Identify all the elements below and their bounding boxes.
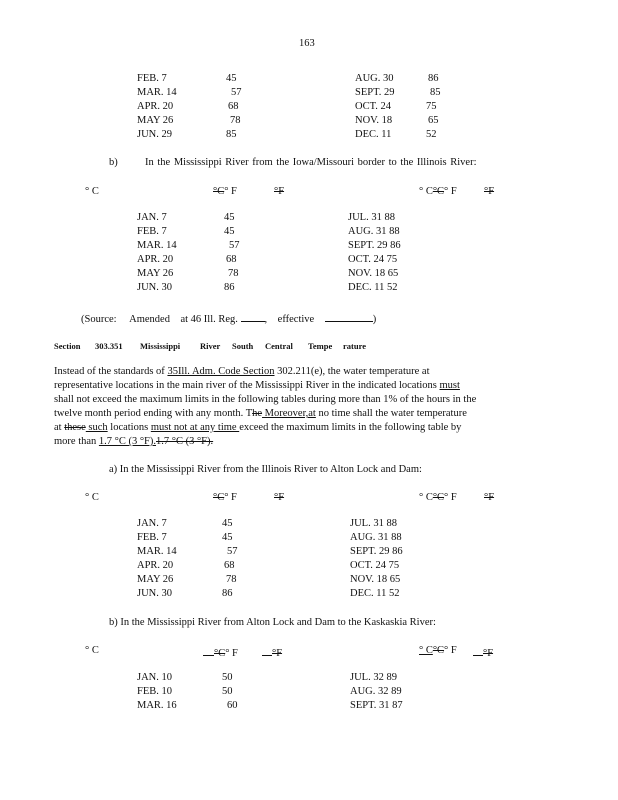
table-cell: 65	[428, 115, 439, 126]
unit-label: °F	[262, 645, 282, 660]
table-row: FEB. 7	[137, 73, 167, 84]
paragraph-line: at these such locations must not at any time exceed the maximum limits in the following table by	[54, 422, 462, 433]
paragraph-line: representative locations in the main river of the Mississippi River in the indicated locations must	[54, 380, 460, 391]
table-row: NOV. 18 65	[350, 574, 401, 585]
table-cell: JAN. 10	[137, 672, 173, 683]
table-cell: 85	[226, 129, 237, 140]
table-cell: 68	[228, 101, 239, 112]
table-cell: 68	[224, 560, 235, 571]
table-cell: 86	[428, 73, 439, 84]
section-a-heading: a) In the Mississippi River from the Illinois River to Alton Lock and Dam:	[109, 464, 422, 475]
table-cell: JUN. 30	[137, 588, 173, 599]
table-row: JUL. 31 88	[350, 518, 397, 529]
table-cell: 45	[226, 73, 237, 84]
table-cell: DEC. 11	[355, 129, 392, 140]
table-cell: 45	[222, 532, 233, 543]
heading-word: rature	[343, 341, 366, 351]
unit-label: °F	[484, 186, 495, 197]
table-row: SEPT. 29 86	[348, 240, 401, 251]
table-row: AUG. 31 88	[350, 532, 402, 543]
table-cell: 86	[224, 282, 235, 293]
unit-label: ° C°C° F	[419, 186, 457, 197]
paragraph-line: shall not exceed the maximum limits in the following tables during more than 1% of the hours in the	[54, 394, 477, 405]
table-cell: 86	[222, 588, 233, 599]
table-cell: MAR. 14	[137, 240, 177, 251]
table-cell: 45	[224, 212, 235, 223]
heading-word: 303.351	[95, 341, 123, 351]
table-row: NOV. 18 65	[348, 268, 399, 279]
table-row: SEPT. 29 86	[350, 546, 403, 557]
unit-label: °F	[484, 492, 495, 503]
unit-label: °F	[274, 492, 285, 503]
table-row: MAY 26	[137, 115, 174, 126]
section-b-label: b)	[109, 157, 118, 168]
table-cell: 50	[222, 686, 233, 697]
table-row: SEPT. 31 87	[350, 700, 403, 711]
table-cell: 45	[224, 226, 235, 237]
table-cell: FEB. 7	[137, 226, 167, 237]
table-row: JUN. 29	[137, 129, 173, 140]
table-cell: MAR. 14	[137, 546, 177, 557]
table-cell: 78	[230, 115, 241, 126]
table-cell: FEB. 7	[137, 532, 167, 543]
table-row: JUL. 31 88	[348, 212, 395, 223]
table-cell: 78	[228, 268, 239, 279]
section-b2-heading: b) In the Mississippi River from Alton Lock and Dam to the Kaskaskia River:	[109, 617, 436, 628]
heading-word: Section	[54, 341, 81, 351]
unit-label: ° C°C° F	[419, 492, 457, 503]
table-cell: MAY 26	[137, 268, 174, 279]
heading-word: Mississippi	[140, 341, 181, 351]
table-cell: SEPT. 29	[355, 87, 395, 98]
table-row: JUL. 32 89	[350, 672, 397, 683]
table-cell: JAN. 7	[137, 518, 167, 529]
table-cell: 78	[226, 574, 237, 585]
table-cell: 50	[222, 672, 233, 683]
unit-label: °F	[274, 186, 285, 197]
table-row: DEC. 11 52	[350, 588, 400, 599]
blank-line	[241, 311, 265, 322]
heading-word: South	[232, 341, 254, 351]
unit-label: °C° F	[213, 492, 237, 503]
table-cell: 68	[226, 254, 237, 265]
table-cell: NOV. 18	[355, 115, 393, 126]
table-row: MAR. 14	[137, 87, 177, 98]
unit-label: °C° F	[203, 645, 238, 660]
unit-label: ° C	[85, 645, 99, 656]
table-row: DEC. 11 52	[348, 282, 398, 293]
table-row: OCT. 24 75	[350, 560, 400, 571]
unit-label: °F	[473, 645, 493, 660]
paragraph-line: more than 1.7 °C (3 °F).1.7 °C (3 °F).	[54, 436, 214, 447]
blank-line	[325, 311, 373, 322]
section-b-text: In the Mississippi River from the Iowa/Missouri border to the Illinois River:	[145, 157, 477, 168]
paragraph-line: Instead of the standards of 35Ill. Adm. Code Section 302.211(e), the water temperature at	[54, 366, 430, 377]
table-cell: APR. 20	[137, 560, 174, 571]
table-cell: JUN. 30	[137, 282, 173, 293]
unit-label: ° C°C° F	[419, 645, 457, 656]
table-row: AUG. 31 88	[348, 226, 400, 237]
heading-word: River	[200, 341, 221, 351]
heading-word: Central	[265, 341, 293, 351]
table-cell: 45	[222, 518, 233, 529]
table-cell: FEB. 10	[137, 686, 173, 697]
table-cell: MAR. 16	[137, 700, 177, 711]
paragraph-line: twelve month period ending with any month. The Moreover,at no time shall the water temperature	[54, 408, 467, 419]
unit-label: °C° F	[213, 186, 237, 197]
table-row: APR. 20	[137, 101, 174, 112]
heading-word: Tempe	[308, 341, 333, 351]
table-cell: 57	[229, 240, 240, 251]
table-cell: 60	[227, 700, 238, 711]
unit-label: ° C	[85, 492, 99, 503]
table-cell: 52	[426, 129, 437, 140]
unit-label: ° C	[85, 186, 99, 197]
table-cell: 75	[426, 101, 437, 112]
table-cell: 57	[231, 87, 242, 98]
table-cell: 85	[430, 87, 441, 98]
table-row: OCT. 24 75	[348, 254, 398, 265]
table-cell: APR. 20	[137, 254, 174, 265]
table-cell: AUG. 30	[355, 73, 394, 84]
table-row: AUG. 32 89	[350, 686, 402, 697]
source-note: (Source: Amended at 46 Ill. Reg. , effective )	[81, 311, 376, 326]
table-cell: JAN. 7	[137, 212, 167, 223]
table-cell: OCT. 24	[355, 101, 391, 112]
page-number: 163	[299, 38, 315, 49]
table-cell: 57	[227, 546, 238, 557]
table-cell: MAY 26	[137, 574, 174, 585]
